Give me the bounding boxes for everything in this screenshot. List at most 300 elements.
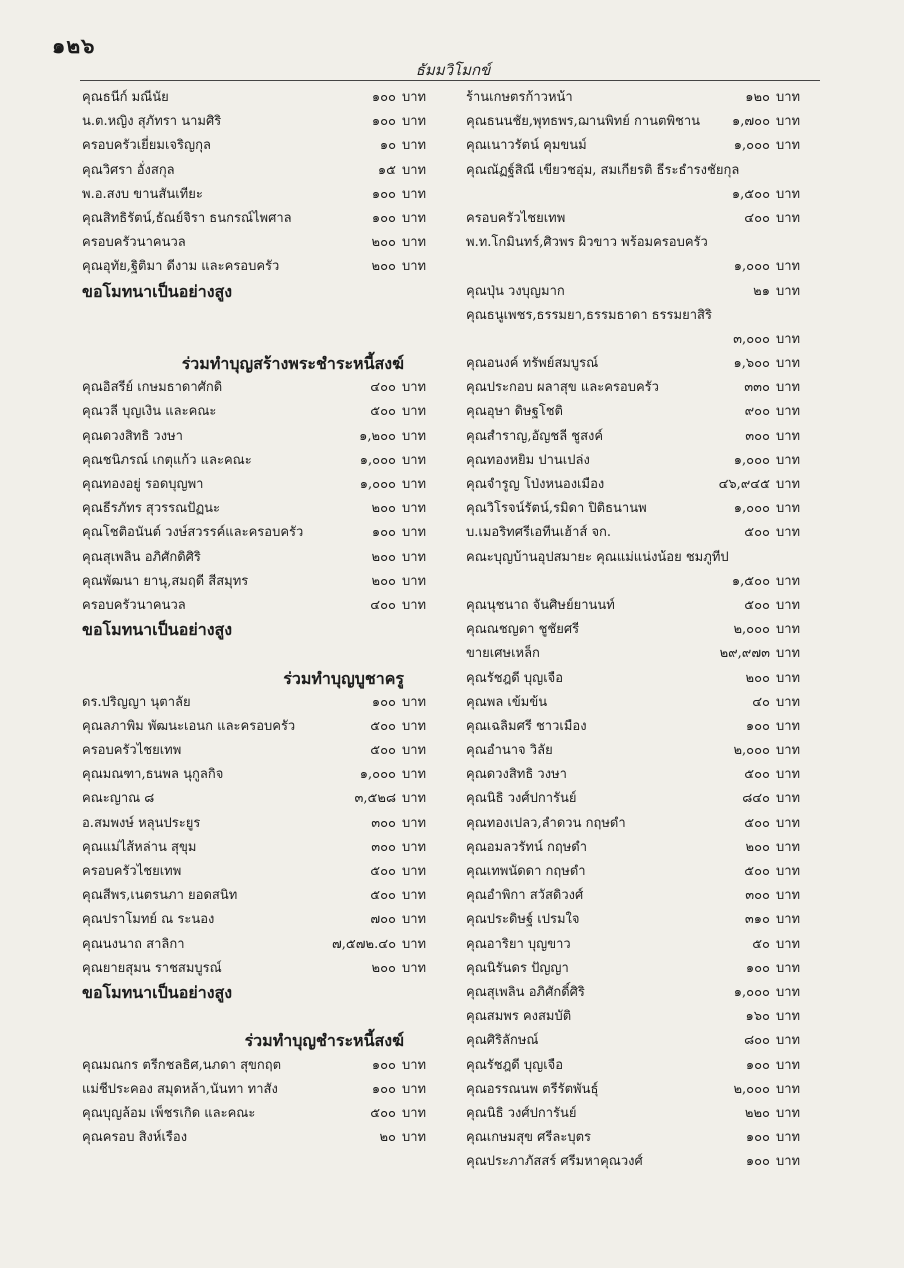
donor-row [466, 763, 818, 787]
currency-unit: บาท [776, 767, 801, 783]
donor-name: คุณปราโมทย์ ณ ระนอง [82, 912, 215, 928]
currency-unit: บาท [402, 960, 427, 976]
donation-amount: ๒๙,๙๗๓ [719, 646, 770, 662]
donation-amount: ๑๐๐ [745, 960, 770, 976]
donor-name: คุณดวงสิทธิ วงษา [466, 767, 567, 783]
donor-name: คณะญาณ ๘ [82, 791, 155, 807]
currency-unit: บาท [402, 549, 427, 565]
donor-name: คุณศิริลักษณ์ [466, 1033, 539, 1049]
donor-name: คุณรัชฎดี บุญเจือ [466, 1057, 564, 1073]
donation-amount: ๑๖๐ [745, 1009, 770, 1025]
currency-unit: บาท [402, 162, 427, 178]
donor-row [466, 449, 818, 473]
donation-amount: ๑,๕๐๐ [731, 186, 770, 202]
currency-unit: บาท [402, 573, 427, 589]
currency-unit: บาท [776, 670, 801, 686]
currency-unit: บาท [776, 90, 801, 105]
donor-name: คุณอิสรีย์ เกษมธาดาศักดิ [82, 380, 223, 396]
donor-row [466, 1054, 818, 1078]
donor-row [82, 400, 444, 424]
donation-amount: ๕๐๐ [744, 864, 770, 879]
donor-row [466, 86, 818, 110]
currency-unit: บาท [776, 477, 801, 492]
donor-row [466, 618, 818, 642]
currency-unit: บาท [776, 428, 801, 444]
donor-name: คุณทองหยิม ปานเปล่ง [466, 452, 590, 468]
donation-amount: ๑,๒๐๐ [359, 428, 396, 444]
header-rule [80, 80, 820, 81]
donation-amount: ๕๐ [752, 936, 770, 952]
currency-unit: บาท [402, 791, 427, 807]
currency-unit: บาท [402, 477, 427, 492]
donor-name: คุณอุษา ดิษฐโชติ [466, 404, 563, 420]
donation-amount: ๑,๐๐๐ [733, 138, 770, 154]
donor-name: คุณสำราญ,อัญชลี ชูสงค์ [466, 428, 604, 444]
donor-row [466, 1126, 818, 1150]
currency-unit: บาท [402, 138, 427, 154]
donor-row [466, 473, 818, 497]
donation-amount: ๑๐๐ [371, 90, 396, 105]
donor-row [466, 1078, 818, 1102]
donation-amount: ๑๕ [377, 162, 396, 178]
donation-amount: ๗๐๐ [370, 912, 396, 928]
donor-row [82, 376, 444, 400]
donation-amount: ๔๖,๙๔๕ [718, 477, 770, 492]
donor-name: แม่ชีประคอง สมุดหล้า,นันทา ทาสัง [82, 1081, 278, 1097]
donor-row [82, 231, 444, 255]
donation-amount: ๑,๐๐๐ [733, 501, 770, 517]
donor-row [466, 957, 818, 981]
currency-unit: บาท [776, 694, 801, 710]
donation-amount: ๑๐ [379, 138, 396, 154]
thanks-line: ขอโมทนาเป็นอย่างสูง [82, 281, 233, 301]
donation-amount: ๑๒๐ [745, 90, 770, 105]
donor-row [466, 400, 818, 424]
donation-amount: ๙๐๐ [744, 404, 770, 420]
donor-row [466, 812, 818, 836]
donor-name: คุณทองอยู่ รอดบุญพา [82, 477, 204, 492]
donation-amount: ๒๐๐ [745, 670, 770, 686]
currency-unit: บาท [776, 864, 801, 879]
donor-name: คุณธนนชัย,พุทธพร,ฌานพิทย์ กานตพิชาน [466, 114, 701, 130]
currency-unit: บาท [776, 1009, 801, 1025]
donor-name: คุณดวงสิทธิ วงษา [82, 428, 183, 444]
donor-row [82, 110, 444, 134]
donation-amount: ๒,๐๐๐ [733, 622, 770, 638]
donor-name: คุณนิธิ วงศ์ปการันย์ [466, 1105, 577, 1121]
donation-amount: ๓๐๐ [371, 815, 396, 831]
currency-unit: บาท [776, 839, 801, 855]
currency-unit: บาท [776, 1081, 801, 1097]
donor-row [82, 787, 444, 811]
donor-row [82, 183, 444, 207]
currency-unit: บาท [776, 114, 801, 130]
currency-unit: บาท [402, 235, 427, 251]
donor-row [466, 908, 818, 932]
donor-row [466, 884, 818, 908]
donation-amount: ๑๐๐ [745, 1154, 770, 1170]
donor-row [466, 860, 818, 884]
currency-unit: บาท [776, 718, 801, 734]
currency-unit: บาท [402, 864, 427, 879]
currency-unit: บาท [776, 573, 801, 589]
section-heading: ร่วมทำบุญสร้างพระชำระหนี้สงฆ์ [181, 354, 404, 374]
currency-unit: บาท [776, 597, 801, 613]
donor-row [466, 787, 818, 811]
donation-amount: ๒๐๐ [371, 259, 396, 275]
donation-amount: ๑,๐๐๐ [733, 984, 770, 1000]
currency-unit: บาท [402, 186, 427, 202]
donor-row [466, 691, 818, 715]
donor-row [466, 352, 818, 376]
donation-amount: ๔๐๐ [370, 597, 396, 613]
donation-amount: ๒๑ [753, 283, 770, 299]
donor-amount-row [466, 570, 818, 594]
donor-row [466, 521, 818, 545]
currency-unit: บาท [776, 452, 801, 468]
currency-unit: บาท [776, 984, 801, 1000]
donation-amount: ๒๐๐ [371, 235, 396, 251]
donor-name: ร้านเกษตรก้าวหน้า [466, 90, 573, 105]
currency-unit: บาท [776, 1033, 801, 1049]
donation-amount: ๑๐๐ [745, 1057, 770, 1073]
spacer [82, 642, 444, 666]
donor-row [82, 1126, 444, 1150]
donation-amount: ๕๐๐ [744, 525, 770, 541]
currency-unit: บาท [776, 1105, 801, 1121]
donor-row [82, 159, 444, 183]
donor-row [82, 739, 444, 763]
donation-amount: ๑๐๐ [371, 694, 396, 710]
currency-unit: บาท [776, 1130, 801, 1146]
donation-amount: ๒๐๐ [371, 549, 396, 565]
currency-unit: บาท [776, 283, 801, 299]
donor-row [466, 425, 818, 449]
donor-name: คุณเทพนัดดา กฤษดำ [466, 864, 586, 879]
donor-row [466, 715, 818, 739]
currency-unit: บาท [776, 331, 801, 347]
donor-row [82, 86, 444, 110]
currency-unit: บาท [402, 718, 427, 734]
donor-row [82, 836, 444, 860]
currency-unit: บาท [776, 888, 801, 904]
currency-unit: บาท [402, 767, 427, 783]
donor-name: คุณธนีก์ มณีนัย [82, 90, 169, 105]
section-heading: ร่วมทำบุญบูชาครู [283, 668, 404, 688]
donor-name: คุณเฉลิมศรี ชาวเมือง [466, 718, 587, 734]
donation-amount: ๓๓๐ [744, 380, 770, 396]
donor-row [82, 570, 444, 594]
donor-row [82, 715, 444, 739]
donation-amount: ๒๐๐ [745, 839, 770, 855]
donor-row [82, 255, 444, 279]
donor-name: คุณโชติอนันต์ วงษ์สวรรค์และครอบครัว [82, 525, 304, 541]
currency-unit: บาท [402, 936, 427, 952]
donor-row [82, 957, 444, 981]
donation-amount: ๒๐๐ [371, 960, 396, 976]
donor-name: คุณนุชนาถ จันศิษย์ยานนท์ [466, 597, 615, 613]
currency-unit: บาท [776, 380, 801, 396]
donation-amount: ๑,๕๐๐ [731, 573, 770, 589]
donor-name: ครอบครัวเยี่ยมเจริญกุล [82, 138, 211, 154]
donation-amount: ๒,๐๐๐ [733, 743, 770, 759]
donation-amount: ๕๐๐ [370, 888, 396, 904]
spacer [82, 304, 444, 328]
donor-name: ครอบครัวไชยเทพ [82, 864, 182, 879]
donation-amount: ๘๔๐ [742, 791, 770, 807]
donation-amount: ๑,๐๐๐ [359, 767, 396, 783]
donor-name: คุณครอบ สิงห์เรือง [82, 1130, 188, 1146]
donor-row [466, 594, 818, 618]
spacer [82, 328, 444, 352]
donor-row [466, 1102, 818, 1126]
currency-unit: บาท [402, 501, 427, 517]
donor-name: คุณพล เข้มข้น [466, 694, 548, 710]
donation-amount: ๔๐๐ [370, 380, 396, 396]
donation-amount: ๔๐๐ [744, 210, 770, 226]
donor-row [466, 110, 818, 134]
donor-name: คุณยายสุมน ราชสมบูรณ์ [82, 960, 222, 976]
currency-unit: บาท [776, 912, 801, 928]
currency-unit: บาท [776, 525, 801, 541]
donor-name: ครอบครัวไชยเทพ [466, 210, 566, 226]
currency-unit: บาท [776, 622, 801, 638]
donor-name: ครอบครัวนาคนวล [82, 235, 186, 251]
donor-name: คุณณชญดา ชูชัยศรี [466, 622, 580, 638]
donor-name: คุณอาริยา บุญขาว [466, 936, 571, 952]
donation-amount: ๑๐๐ [371, 525, 396, 541]
currency-unit: บาท [776, 501, 801, 517]
donor-row [466, 207, 818, 231]
donation-amount: ๒๐ [379, 1130, 396, 1146]
donor-row [82, 546, 444, 570]
donor-row [466, 933, 818, 957]
donor-name: น.ต.หญิง สุภัทรา นามศิริ [82, 114, 222, 130]
donor-row [82, 1102, 444, 1126]
donor-row [466, 497, 818, 521]
currency-unit: บาท [776, 646, 801, 662]
donation-amount: ๑๐๐ [371, 1057, 396, 1073]
donation-amount: ๓๐๐ [745, 888, 770, 904]
currency-unit: บาท [402, 210, 427, 226]
donor-row [82, 812, 444, 836]
left-column [82, 86, 444, 1150]
donor-row [82, 473, 444, 497]
donor-name: คุณจำรูญ โป่งหนองเมือง [466, 477, 605, 492]
spacer [82, 1005, 444, 1029]
donation-amount: ๑๐๐ [371, 114, 396, 130]
donor-row [82, 207, 444, 231]
currency-unit: บาท [402, 1105, 427, 1121]
donor-row [82, 691, 444, 715]
donation-amount: ๓,๕๒๘ [354, 791, 396, 807]
donor-name: อ.สมพงษ์ หลุนประยูร [82, 815, 201, 831]
donation-amount: ๕๐๐ [370, 864, 396, 879]
currency-unit: บาท [776, 138, 801, 154]
donor-row [466, 1150, 818, 1174]
donor-name: คุณมณกร ตรีกชลธิศ,นภดา สุขกฤต [82, 1057, 282, 1073]
donor-amount-row [466, 328, 818, 352]
currency-unit: บาท [402, 694, 427, 710]
currency-unit: บาท [776, 815, 801, 831]
currency-unit: บาท [402, 839, 427, 855]
donor-row: พ.ท.โกมินทร์,ศิวพร ผิวขาว พร้อมครอบครัว [466, 235, 708, 251]
donor-name: คุณแม่ไส้หล่าน สุขุม [82, 839, 197, 855]
donor-name: คุณนิธิ วงศ์ปการันย์ [466, 791, 577, 807]
donor-name: คุณประกอบ ผลาสุข และครอบครัว [466, 380, 659, 396]
donation-amount: ๓๑๐ [744, 912, 770, 928]
donation-amount: ๔๐ [752, 694, 770, 710]
donation-amount: ๓๐๐ [745, 428, 770, 444]
currency-unit: บาท [402, 815, 427, 831]
donor-row [466, 642, 818, 666]
donor-name: ครอบครัวนาคนวล [82, 597, 186, 613]
donation-amount: ๑,๐๐๐ [733, 259, 770, 275]
currency-unit: บาท [402, 888, 427, 904]
currency-unit: บาท [776, 259, 801, 275]
donor-name: คุณลภาพิม พัฒนะเอนก และครอบครัว [82, 718, 296, 734]
donor-amount-row [466, 183, 818, 207]
donor-name: ครอบครัวไชยเทพ [82, 743, 182, 759]
donor-row [82, 908, 444, 932]
currency-unit: บาท [776, 356, 801, 372]
donation-amount: ๑,๖๐๐ [733, 356, 770, 372]
donor-row [82, 1078, 444, 1102]
donation-amount: ๕๐๐ [744, 767, 770, 783]
donor-name: พ.อ.สงบ ขานสันเทียะ [82, 186, 203, 202]
currency-unit: บาท [402, 452, 427, 468]
currency-unit: บาท [776, 960, 801, 976]
currency-unit: บาท [776, 936, 801, 952]
donor-row [82, 763, 444, 787]
donor-name: คุณอุทัย,ฐิติมา ดีงาม และครอบครัว [82, 259, 280, 275]
donor-name: คุณอมลวรัทน์ กฤษดำ [466, 839, 588, 855]
page-number: ๑๒๖ [52, 33, 96, 58]
donor-row [466, 1029, 818, 1053]
donor-name: คุณอรรณนพ ตรีรัตพันธุ์ [466, 1081, 599, 1097]
donor-row [466, 739, 818, 763]
currency-unit: บาท [402, 912, 427, 928]
donor-name: บ.เมอริทศรีเอทีนเฮ้าส์ จก. [466, 525, 612, 541]
currency-unit: บาท [402, 428, 427, 444]
donor-row [82, 1054, 444, 1078]
donor-name: คุณอำพิกา สวัสดิวงศ์ [466, 888, 584, 904]
donor-row: คณะบุญบ้านอุปสมายะ คุณแม่แน่งน้อย ชมภูทีป [466, 549, 729, 565]
donor-row [466, 667, 818, 691]
donation-amount: ๑๐๐ [371, 1081, 396, 1097]
donation-amount: ๑,๐๐๐ [359, 452, 396, 468]
donor-name: คุณทองเปลว,ลำดวน กฤษดำ [466, 815, 626, 831]
currency-unit: บาท [402, 259, 427, 275]
donor-row [82, 594, 444, 618]
donor-name: คุณบุญล้อม เพ็ชรเกิด และคณะ [82, 1105, 256, 1121]
donor-name: คุณวลี บุญเงิน และคณะ [82, 404, 217, 420]
donation-amount: ๑๐๐ [745, 718, 770, 734]
donor-name: คุณพัฒนา ยานุ,สมฤดี สีสมุทร [82, 573, 249, 589]
donor-name: ดร.ปริญญา นุตาลัย [82, 694, 191, 710]
donor-row [466, 134, 818, 158]
currency-unit: บาท [402, 1081, 427, 1097]
donor-name: คุณธีรภัทร สุวรรณปัฏนะ [82, 501, 221, 517]
currency-unit: บาท [402, 380, 427, 396]
right-column [466, 86, 818, 1174]
donor-row [82, 449, 444, 473]
donor-name: คุณมณฑา,ธนพล นุกูลกิจ [82, 767, 224, 783]
donation-amount: ๗,๕๗๒.๔๐ [332, 936, 396, 952]
donor-row [82, 134, 444, 158]
currency-unit: บาท [776, 743, 801, 759]
donation-amount: ๒,๐๐๐ [733, 1081, 770, 1097]
currency-unit: บาท [402, 597, 427, 613]
donor-name: คุณประภาภัสสร์ ศรีมหาคุณวงศ์ [466, 1154, 643, 1170]
currency-unit: บาท [402, 404, 427, 420]
donor-name: ขายเศษเหล็ก [466, 646, 540, 662]
donation-amount: ๑,๗๐๐ [731, 114, 770, 130]
donor-row [82, 860, 444, 884]
donor-name: คุณประดิษฐ์ เปรมใจ [466, 912, 580, 928]
donor-name: คุณสีพร,เนตรนภา ยอดสนิท [82, 888, 238, 904]
currency-unit: บาท [402, 525, 427, 541]
donation-amount: ๑,๐๐๐ [733, 452, 770, 468]
donor-row: คุณณัฏฐ์สิณี เขียวชอุ่ม, สมเกียรติ ธีระธำรงชัยกุล [466, 162, 740, 178]
thanks-line: ขอโมทนาเป็นอย่างสูง [82, 620, 233, 640]
donor-name: คุณเนาวรัตน์ คุมขนม์ [466, 138, 587, 154]
donor-row [82, 425, 444, 449]
donation-amount: ๕๐๐ [370, 718, 396, 734]
donor-name: คุณนงนาถ สาลิกา [82, 936, 185, 952]
currency-unit: บาท [402, 1057, 427, 1073]
donor-row [466, 1005, 818, 1029]
currency-unit: บาท [776, 186, 801, 202]
donor-name: คุณเกษมสุข ศรีละบุตร [466, 1130, 592, 1146]
donation-amount: ๒๒๐ [744, 1105, 770, 1121]
donor-name: คุณอำนาจ วิลัย [466, 743, 553, 759]
running-title: ธัมมวิโมกข์ [415, 61, 491, 79]
donor-name: คุณอนงค์ ทรัพย์สมบูรณ์ [466, 356, 599, 372]
donor-row [466, 981, 818, 1005]
currency-unit: บาท [776, 1057, 801, 1073]
donation-amount: ๕๐๐ [370, 1105, 396, 1121]
donor-row [82, 884, 444, 908]
donor-row [466, 280, 818, 304]
currency-unit: บาท [776, 404, 801, 420]
donor-name: คุณสมพร คงสมบัติ [466, 1009, 572, 1025]
currency-unit: บาท [776, 791, 801, 807]
donation-amount: ๑๐๐ [371, 186, 396, 202]
donation-amount: ๒๐๐ [371, 573, 396, 589]
donation-amount: ๕๐๐ [744, 815, 770, 831]
donor-row [82, 521, 444, 545]
donor-name: คุณวิศรา อั่งสกุล [82, 162, 175, 178]
currency-unit: บาท [402, 90, 427, 105]
donation-amount: ๓๐๐ [371, 839, 396, 855]
donation-amount: ๕๐๐ [370, 743, 396, 759]
donor-name: คุณสิทธิรัตน์,ธัณย์จิรา ธนกรณ์ไพศาล [82, 210, 292, 226]
donor-row [82, 933, 444, 957]
currency-unit: บาท [776, 210, 801, 226]
donor-row: คุณธนูเพชร,ธรรมยา,ธรรมธาดา ธรรมยาสิริ [466, 307, 712, 323]
donor-name: คุณปุ่น วงบุญมาก [466, 283, 565, 299]
donation-amount: ๕๐๐ [744, 597, 770, 613]
donation-amount: ๑๐๐ [371, 210, 396, 226]
currency-unit: บาท [402, 114, 427, 130]
donation-amount: ๘๐๐ [744, 1033, 770, 1049]
donation-amount: ๕๐๐ [370, 404, 396, 420]
currency-unit: บาท [402, 1130, 427, 1146]
donor-name: คุณสุเพลิน อภิศักดิ์ศิริ [466, 984, 585, 1000]
section-heading: ร่วมทำบุญชำระหนี้สงฆ์ [244, 1031, 404, 1051]
thanks-line: ขอโมทนาเป็นอย่างสูง [82, 982, 233, 1002]
